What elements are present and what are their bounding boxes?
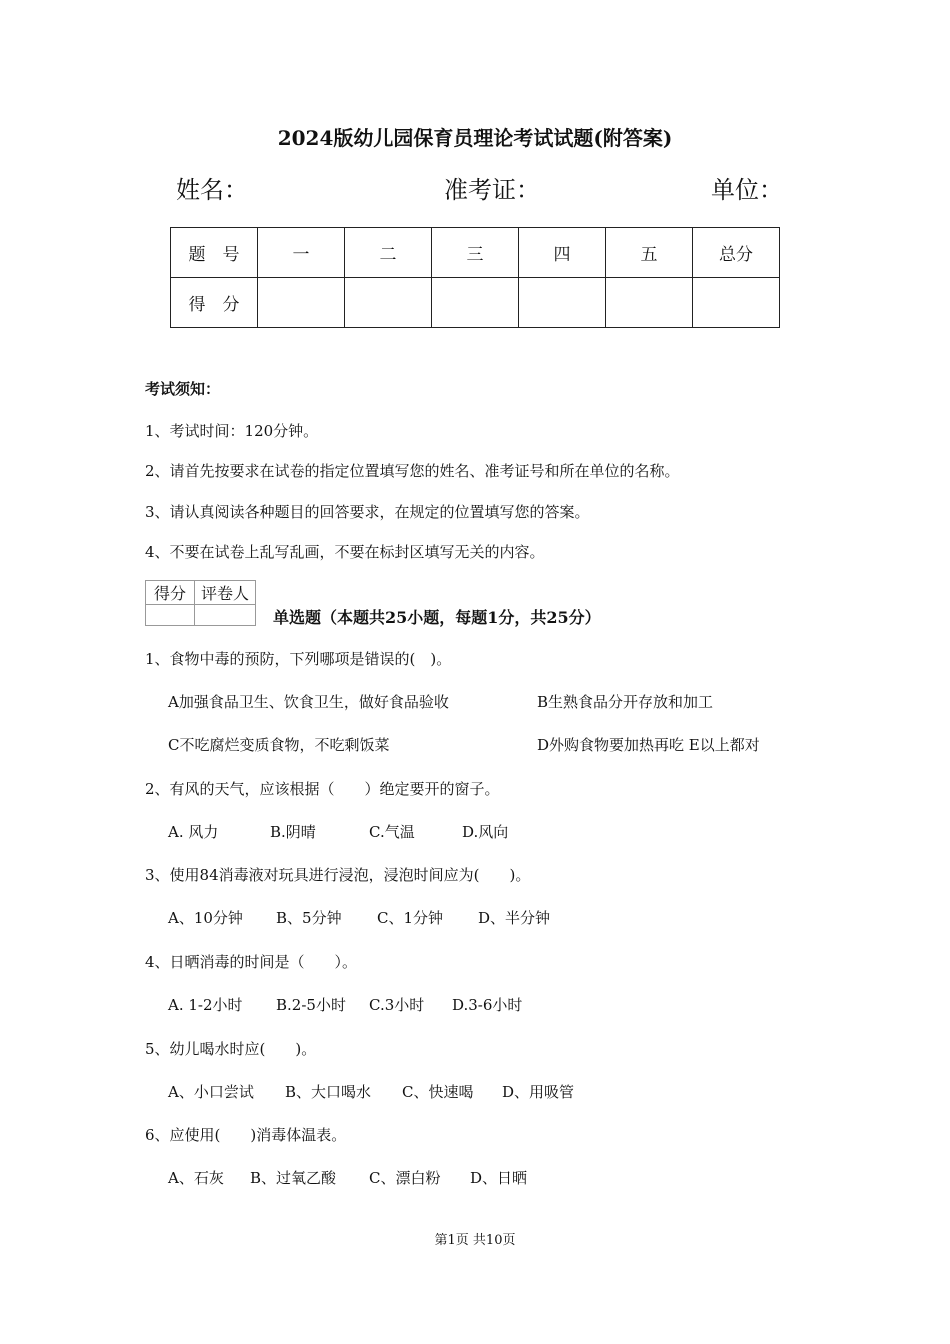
- notice-heading: 考试须知：: [145, 380, 221, 398]
- page-title: 2024版幼儿园保育员理论考试试题(附答案): [277, 126, 673, 150]
- question-option: D、日晒: [470, 1169, 528, 1187]
- score-table-cell: 一: [258, 228, 345, 278]
- score-table: [170, 227, 780, 328]
- question-option: C.气温: [369, 823, 415, 841]
- score-entry-cell[interactable]: [432, 278, 519, 328]
- grader-score-cell[interactable]: [146, 605, 195, 626]
- grader-box: [145, 580, 256, 626]
- question-option: A加强食品卫生、饮食卫生，做好食品验收: [168, 693, 449, 711]
- score-entry-cell[interactable]: [258, 278, 345, 328]
- question-option: A、石灰: [168, 1169, 224, 1187]
- notice-item: 2、请首先按要求在试卷的指定位置填写您的姓名、准考证号和所在单位的名称。: [145, 462, 680, 480]
- unit-label: 单位：: [711, 176, 783, 204]
- score-entry-cell[interactable]: [606, 278, 693, 328]
- question-stem: 4、日晒消毒的时间是（ ）。: [145, 953, 358, 971]
- question-option: A. 1-2小时: [168, 996, 243, 1014]
- question-stem: 2、有风的天气，应该根据（ ）绝定要开的窗子。: [145, 780, 500, 798]
- question-option: B、大口喝水: [285, 1083, 372, 1101]
- question-option: B.阴晴: [270, 823, 316, 841]
- score-table-cell: 三: [432, 228, 519, 278]
- score-table-header-row: [171, 228, 780, 278]
- question-option: B、过氧乙酸: [250, 1169, 337, 1187]
- question-option: A、小口尝试: [168, 1083, 254, 1101]
- question-option: B、5分钟: [276, 909, 342, 927]
- notice-item: 4、不要在试卷上乱写乱画，不要在标封区填写无关的内容。: [145, 543, 545, 561]
- notice-item: 1、考试时间：120分钟。: [145, 422, 319, 440]
- score-entry-cell[interactable]: [519, 278, 606, 328]
- question-option: D.3-6小时: [452, 996, 523, 1014]
- name-label: 姓名：: [176, 176, 248, 204]
- question-stem: 1、食物中毒的预防，下列哪项是错误的( )。: [145, 650, 452, 668]
- score-table-score-row: [171, 278, 780, 328]
- question-stem: 6、应使用( )消毒体温表。: [145, 1126, 347, 1144]
- grader-name-cell[interactable]: [195, 605, 256, 626]
- score-table-cell: 四: [519, 228, 606, 278]
- score-table-cell: 二: [345, 228, 432, 278]
- section-title: 单选题（本题共25小题，每题1分，共25分）: [273, 608, 601, 627]
- question-option: D、半分钟: [478, 909, 551, 927]
- score-table-cell: 总分: [693, 228, 780, 278]
- question-option: C、漂白粉: [369, 1169, 441, 1187]
- page-number: 第1页 共10页: [434, 1233, 516, 1248]
- question-option: C、快速喝: [402, 1083, 474, 1101]
- exam-number-label: 准考证：: [444, 176, 540, 204]
- question-option: D、用吸管: [502, 1083, 575, 1101]
- question-option: C不吃腐烂变质食物，不吃剩饭菜: [168, 736, 390, 754]
- grader-score-label: 得分: [146, 581, 195, 605]
- notice-item: 3、请认真阅读各种题目的回答要求，在规定的位置填写您的答案。: [145, 503, 590, 521]
- score-table-cell: 得 分: [171, 278, 258, 328]
- score-entry-cell[interactable]: [693, 278, 780, 328]
- score-table-cell: 题 号: [171, 228, 258, 278]
- question-option: A、10分钟: [168, 909, 243, 927]
- question-stem: 5、幼儿喝水时应( )。: [145, 1040, 317, 1058]
- question-option: C、1分钟: [377, 909, 444, 927]
- score-entry-cell[interactable]: [345, 278, 432, 328]
- question-option: C.3小时: [369, 996, 425, 1014]
- question-stem: 3、使用84消毒液对玩具进行浸泡，浸泡时间应为( )。: [145, 866, 531, 884]
- question-option: D.风向: [462, 823, 509, 841]
- question-option: D外购食物要加热再吃 E以上都对: [537, 736, 760, 754]
- question-option: A. 风力: [168, 823, 219, 841]
- question-option: B生熟食品分开存放和加工: [537, 693, 714, 711]
- score-table-cell: 五: [606, 228, 693, 278]
- grader-name-label: 评卷人: [195, 581, 256, 605]
- question-option: B.2-5小时: [276, 996, 346, 1014]
